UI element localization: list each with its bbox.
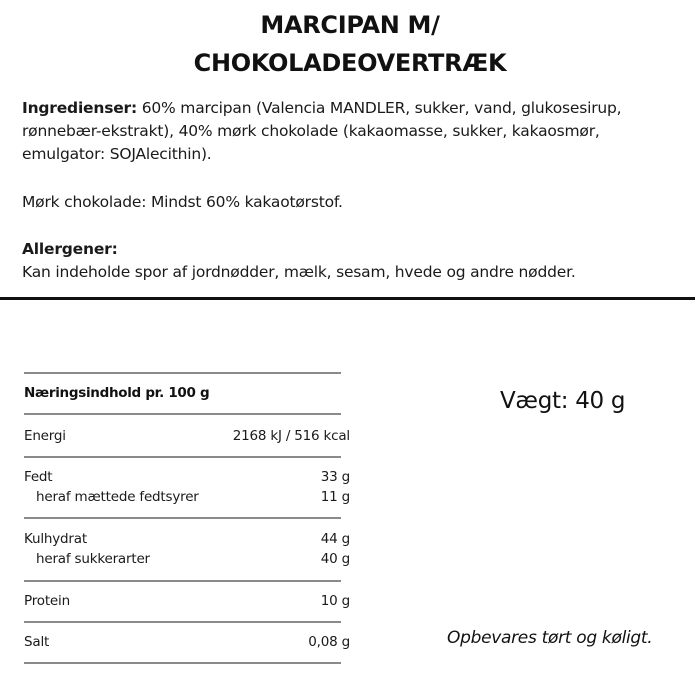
- ingredients-line2: rønnebær-ekstrakt), 40% mørk chokolade (kakaomasse, sukker, kakaosmør,: [22, 122, 600, 140]
- product-title: [0, 6, 700, 82]
- row-value: 2168 kJ / 516 kcal: [232, 428, 350, 444]
- ingredients-text-1: 60% marcipan (Valencia MANDLER, sukker, vand, glukosesirup,: [137, 99, 622, 117]
- table-row-fat: [24, 467, 350, 487]
- ingredients-line3: emulgator: SOJAlecithin).: [22, 145, 212, 163]
- table-row-salt: [24, 632, 350, 652]
- row-label: Energi: [24, 428, 66, 444]
- table-rule: [24, 517, 341, 519]
- product-title-line2: CHOKOLADEOVERTRÆK: [193, 49, 507, 77]
- ingredients-label: Ingredienser:: [22, 99, 137, 117]
- row-value: 44 g: [320, 531, 350, 547]
- product-title-line1: MARCIPAN M/: [260, 11, 440, 39]
- ingredients-block: [22, 97, 692, 166]
- row-label: Protein: [24, 593, 70, 609]
- table-rule: [24, 662, 341, 664]
- row-label: heraf sukkerarter: [36, 551, 150, 567]
- row-value: 33 g: [320, 469, 350, 485]
- net-weight: Vægt: 40 g: [500, 388, 626, 414]
- table-row-energy: [24, 426, 350, 446]
- row-label: heraf mættede fedtsyrer: [36, 489, 199, 505]
- row-value: 0,08 g: [308, 634, 350, 650]
- nutrition-heading: Næringsindhold pr. 100 g: [24, 385, 210, 401]
- table-rule: [24, 372, 341, 374]
- row-label: Kulhydrat: [24, 531, 87, 547]
- row-label: Salt: [24, 634, 50, 650]
- dark-chocolate-note: Mørk chokolade: Mindst 60% kakaotørstof.: [22, 193, 343, 211]
- table-rule: [24, 580, 341, 582]
- row-value: 10 g: [320, 593, 350, 609]
- storage-instructions: Opbevares tørt og køligt.: [447, 628, 653, 648]
- allergens-heading: Allergener:: [22, 240, 118, 258]
- row-value: 11 g: [320, 489, 350, 505]
- table-row-protein: [24, 591, 350, 611]
- table-row-saturated-fat: [24, 487, 350, 507]
- table-row-carbohydrate: [24, 529, 350, 549]
- row-value: 40 g: [320, 551, 350, 567]
- allergens-text: Kan indeholde spor af jordnødder, mælk, sesam, hvede og andre nødder.: [22, 263, 576, 281]
- table-rule: [24, 456, 341, 458]
- table-rule: [24, 621, 341, 623]
- table-row-sugars: [24, 549, 350, 569]
- section-divider: [0, 297, 695, 300]
- ingredients-line1: [22, 97, 692, 120]
- row-label: Fedt: [24, 469, 53, 485]
- table-rule: [24, 413, 341, 415]
